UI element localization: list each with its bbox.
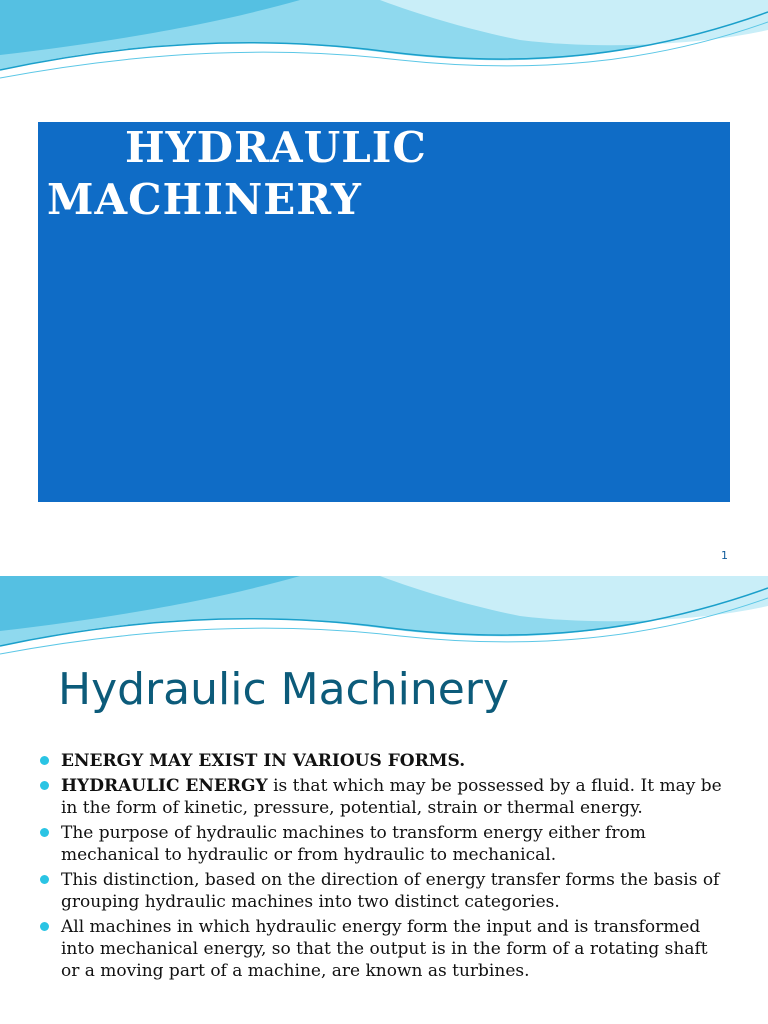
bullet-icon	[40, 875, 49, 884]
bullet-text: is that which may be possessed by a fluid. It may be in the form of kinetic, pressure, potential, strain or thermal energy.	[61, 776, 722, 818]
list-item	[40, 750, 730, 772]
page-number: 1	[721, 549, 728, 562]
wave-decoration	[0, 576, 768, 676]
bullet-icon	[40, 922, 49, 931]
list-item	[40, 916, 730, 982]
wave-decoration	[0, 0, 768, 100]
bullet-text: The purpose of hydraulic machines to transform energy either from mechanical to hydraulic or from hydraulic to mechanical.	[61, 823, 646, 865]
slide-heading: Hydraulic Machinery	[58, 664, 509, 715]
title-line-1: HYDRAULIC	[125, 123, 427, 172]
list-item	[40, 869, 730, 913]
bullet-list	[40, 750, 730, 985]
bullet-icon	[40, 781, 49, 790]
list-item	[40, 822, 730, 866]
list-item	[40, 775, 730, 819]
bullet-bold-text: HYDRAULIC ENERGY	[61, 776, 268, 796]
bullet-text: This distinction, based on the direction of energy transfer forms the basis of grouping hydraulic machines into two distinct categories.	[61, 870, 720, 912]
bullet-icon	[40, 756, 49, 765]
title-line-2: MACHINERY	[47, 175, 362, 224]
bullet-bold-text: ENERGY MAY EXIST IN VARIOUS FORMS.	[61, 751, 466, 771]
slide-title	[47, 122, 427, 226]
bullet-icon	[40, 828, 49, 837]
bullet-text: All machines in which hydraulic energy form the input and is transformed into mechanical energy, so that the output is in the form of a rotating shaft or a moving part of a machine, are known as turbines.	[61, 917, 708, 981]
